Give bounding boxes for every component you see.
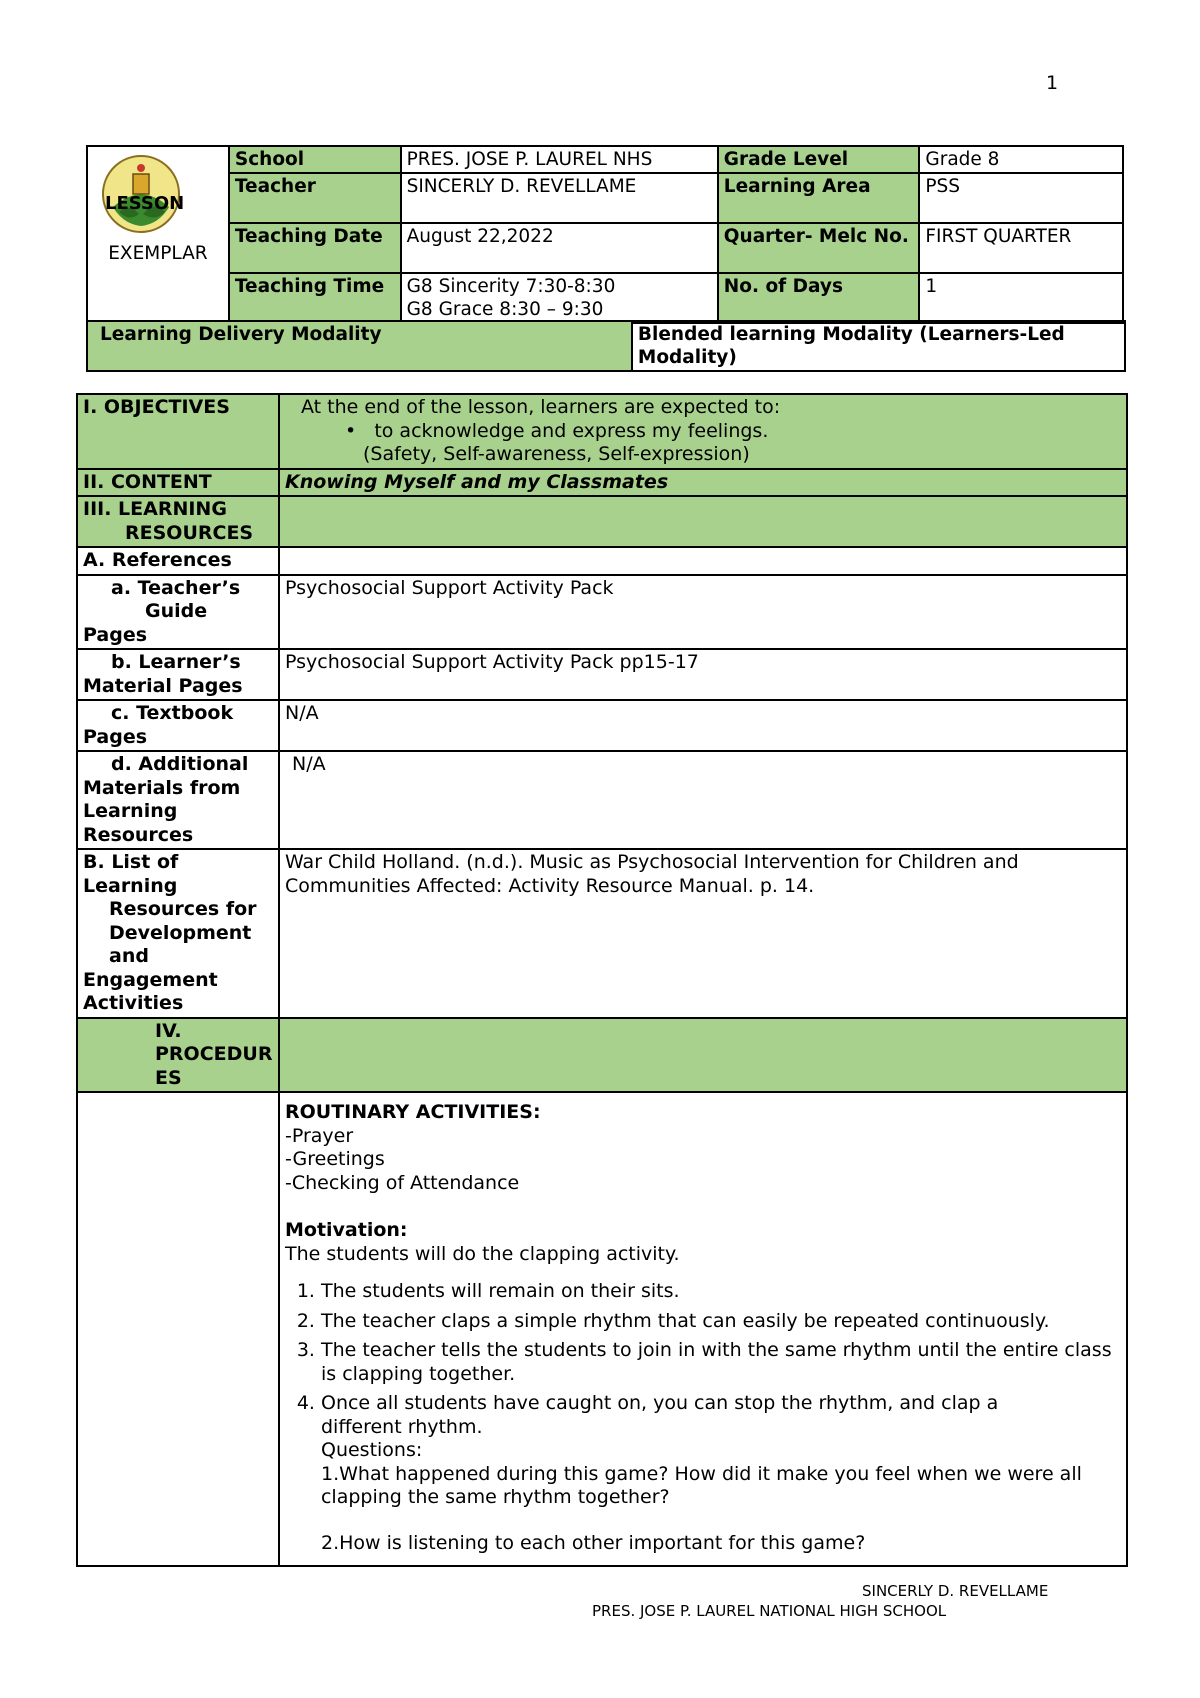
value-school: PRES. JOSE P. LAUREL NHS xyxy=(401,146,718,173)
question-1: 1.What happened during this game? How did it make you feel when we were all clapping the same rhythm together? xyxy=(320,1462,1082,1508)
list-resources-value: War Child Holland. (n.d.). Music as Psychosocial Intervention for Children and Communities Affected: Activity Resource Manual. p. 14. xyxy=(279,849,1127,1018)
teachers-guide-value: Psychosocial Support Activity Pack xyxy=(279,575,1127,650)
motivation-text: The students will do the clapping activity. xyxy=(284,1242,680,1265)
objectives-bullet: • to acknowledge and express my feelings. xyxy=(344,419,769,442)
teachers-guide-label: a. Teacher’s Guide Pages xyxy=(77,575,279,650)
textbook-value: N/A xyxy=(279,700,1127,751)
time-line-1: G8 Sincerity 7:30-8:30 xyxy=(406,276,616,297)
step-item-4: 4. Once all students have caught on, you can stop the rhythm, and clap a different rhythm. Questions: 1.What happened during this game? How did it make you feel when we were all clapping the same rhythm together? 2.How is listening to each other important for this game? xyxy=(321,1392,1121,1555)
step-item: 2. The teacher claps a simple rhythm that can easily be repeated continuously. xyxy=(321,1310,1121,1334)
value-grade-level: Grade 8 xyxy=(919,146,1123,173)
steps-list xyxy=(285,1280,1121,1555)
logo-exemplar-word: EXEMPLAR xyxy=(108,243,208,264)
objectives-cell xyxy=(279,394,1127,469)
routine-item: -Checking of Attendance xyxy=(284,1171,520,1194)
motivation-title: Motivation: xyxy=(284,1219,408,1241)
procedures-left-blank xyxy=(77,1092,279,1566)
value-teacher: SINCERLY D. REVELLAME xyxy=(401,173,718,223)
value-learning-area: PSS xyxy=(919,173,1123,223)
page-number: 1 xyxy=(1046,72,1059,94)
logo-lesson-word: LESSON xyxy=(105,193,185,214)
learners-material-value: Psychosocial Support Activity Pack pp15-17 xyxy=(279,649,1127,700)
additional-materials-value: N/A xyxy=(279,751,1127,849)
procedures-value xyxy=(279,1018,1127,1093)
routine-item: -Greetings xyxy=(284,1148,385,1170)
resources-value xyxy=(279,496,1127,547)
objectives-intro: At the end of the lesson, learners are expected to: xyxy=(300,396,781,418)
label-teaching-date: Teaching Date xyxy=(229,223,401,273)
objectives-label: I. OBJECTIVES xyxy=(77,394,279,469)
modality-value: Blended learning Modality (Learners-Led Modality) xyxy=(632,321,1125,371)
footer-school-name: PRES. JOSE P. LAUREL NATIONAL HIGH SCHOOL xyxy=(592,1602,947,1620)
content-value: Knowing Myself and my Classmates xyxy=(279,469,1127,497)
additional-materials-label: d. Additional Materials from Learning Resources xyxy=(77,751,279,849)
modality-label: Learning Delivery Modality xyxy=(87,321,632,371)
header-table xyxy=(86,145,1124,324)
value-days: 1 xyxy=(919,273,1123,323)
value-quarter: FIRST QUARTER xyxy=(919,223,1123,273)
references-value xyxy=(279,547,1127,575)
step-item: 3. The teacher tells the students to join in with the same rhythm until the entire class is clapping together. xyxy=(321,1339,1121,1386)
label-teaching-time: Teaching Time xyxy=(229,273,401,323)
label-teacher: Teacher xyxy=(229,173,401,223)
learners-material-label: b. Learner’s Material Pages xyxy=(77,649,279,700)
questions-label: Questions: xyxy=(320,1439,423,1461)
value-teaching-time xyxy=(401,273,718,323)
resources-label: III. LEARNING RESOURCES xyxy=(77,496,279,547)
label-school: School xyxy=(229,146,401,173)
value-teaching-date: August 22,2022 xyxy=(401,223,718,273)
content-label: II. CONTENT xyxy=(77,469,279,497)
list-resources-label: B. List of Learning Resources for Development and Engagement Activities xyxy=(77,849,279,1018)
bullet-icon: • xyxy=(344,419,375,442)
logo-cell xyxy=(87,146,229,323)
footer-teacher-name: SINCERLY D. REVELLAME xyxy=(862,1582,1049,1600)
routine-title: ROUTINARY ACTIVITIES: xyxy=(284,1101,541,1123)
label-learning-area: Learning Area xyxy=(718,173,920,223)
modality-table xyxy=(86,320,1126,372)
routine-item: -Prayer xyxy=(284,1124,354,1147)
question-2: 2.How is listening to each other important for this game? xyxy=(320,1531,866,1554)
objectives-sub: (Safety, Self-awareness, Self-expression) xyxy=(362,443,750,465)
label-days: No. of Days xyxy=(718,273,920,323)
references-label: A. References xyxy=(77,547,279,575)
label-grade-level: Grade Level xyxy=(718,146,920,173)
procedures-body xyxy=(279,1092,1127,1566)
time-line-2: G8 Grace 8:30 – 9:30 xyxy=(406,299,604,320)
procedures-label: IV. PROCEDUR ES xyxy=(77,1018,279,1093)
label-quarter: Quarter- Melc No. xyxy=(718,223,920,273)
lesson-table xyxy=(76,393,1128,1567)
textbook-label: c. Textbook Pages xyxy=(77,700,279,751)
step-item: 1. The students will remain on their sits. xyxy=(321,1280,1121,1304)
